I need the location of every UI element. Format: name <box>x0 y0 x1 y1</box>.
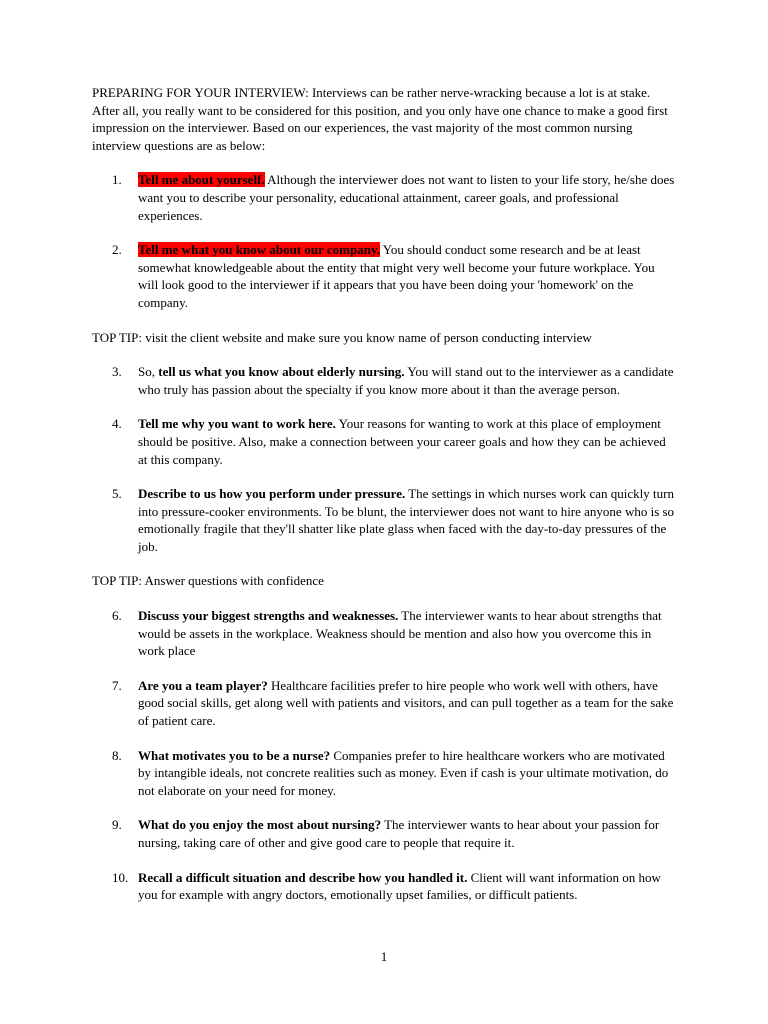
question-text: What do you enjoy the most about nursing? <box>138 817 382 833</box>
item-number: 9. <box>112 817 122 833</box>
list-item <box>92 415 676 468</box>
answer-text: Client will want information on how you for example with angry doctors, emotionally upset families, or difficult patients. <box>138 869 661 903</box>
question-text: Tell me why you want to work here. <box>138 416 336 432</box>
question-text: What motivates you to be a nurse? <box>138 747 331 763</box>
question-text: tell us what you know about elderly nursing. <box>158 364 405 380</box>
question-text: Describe to us how you perform under pressure. <box>138 486 406 502</box>
item-number: 1. <box>112 172 122 188</box>
list-item <box>92 241 676 311</box>
list-item <box>92 171 676 224</box>
question-list-part-2 <box>92 363 676 555</box>
list-item <box>92 607 676 660</box>
question-highlighted: Tell me what you know about our company. <box>138 242 380 258</box>
list-item <box>92 677 676 730</box>
top-tip: TOP TIP: visit the client website and make sure you know name of person conducting interview <box>92 329 592 345</box>
question-text: Discuss your biggest strengths and weaknesses. <box>138 608 399 624</box>
answer-text: Healthcare facilities prefer to hire people who work well with others, have good social skills, get along well with patients and visitors, and can pull together as a team for the sake of patient care. <box>138 677 674 729</box>
answer-text: The interviewer wants to hear about strengths that would be assets in the workplace. Weakness should be mention and also how you overcome this in work place <box>138 608 662 659</box>
answer-text: You should conduct some research and be at least somewhat knowledgeable about the entity that might very well become your future workplace. You will look good to the interviewer if it appears that you have been doing your 'homework' on the company. <box>138 242 655 310</box>
document-content <box>92 84 676 921</box>
answer-text: Your reasons for wanting to work at this place of employment should be positive. Also, make a connection between your career goals and how they can be achieved at this company. <box>138 416 666 467</box>
item-number: 4. <box>112 416 122 432</box>
item-number: 7. <box>112 677 122 693</box>
question-list-part-3 <box>92 607 676 904</box>
question-text: Recall a difficult situation and describe how you handled it. <box>138 869 468 885</box>
question-text: Are you a team player? <box>138 677 268 693</box>
page-number: 1 <box>380 949 388 964</box>
item-number: 8. <box>112 747 122 763</box>
question-highlighted: Tell me about yourself. <box>138 172 265 188</box>
item-number: 3. <box>112 364 122 380</box>
answer-text: The settings in which nurses work can quickly turn into pressure-cooker environments. To be blunt, the interviewer does not want to hire anyone who is so emotionally fragile that they'll shatter like plate glass when faced with the day-to-day pressures of the job. <box>138 486 675 554</box>
answer-text: Companies prefer to hire healthcare workers who are motivated by intangible ideals, not concrete realities such as money. Even if cash is your ultimate motivation, do not elaborate on your need for money. <box>138 747 669 798</box>
list-item <box>92 869 676 904</box>
question-list-part-1 <box>92 171 676 311</box>
list-item <box>92 816 676 851</box>
item-number: 5. <box>112 486 122 502</box>
list-item <box>92 485 676 555</box>
answer-text: You will stand out to the interviewer as a candidate who truly has passion about the specialty if you know more about it than the average person. <box>138 364 674 397</box>
item-number: 10. <box>112 869 129 885</box>
item-number: 6. <box>112 608 122 624</box>
answer-text: Although the interviewer does not want to listen to your life story, he/she does want you to describe your personality, educational attainment, career goals, and professional experiences. <box>138 172 675 223</box>
intro-paragraph: PREPARING FOR YOUR INTERVIEW: Interviews can be rather nerve-wracking because a lot is at stake. After all, you really want to be considered for this position, and you only have one chance to make a good first impression on the interviewer. Based on our experiences, the vast majority of the most common nursing interview questions are as below: <box>92 85 668 153</box>
top-tip: TOP TIP: Answer questions with confidence <box>92 573 324 589</box>
list-item <box>92 747 676 800</box>
item-number: 2. <box>112 242 122 258</box>
answer-text: The interviewer wants to hear about your passion for nursing, taking care of other and give good care to people that require it. <box>138 817 660 850</box>
question-prefix: So, <box>138 364 159 380</box>
list-item <box>92 363 676 398</box>
